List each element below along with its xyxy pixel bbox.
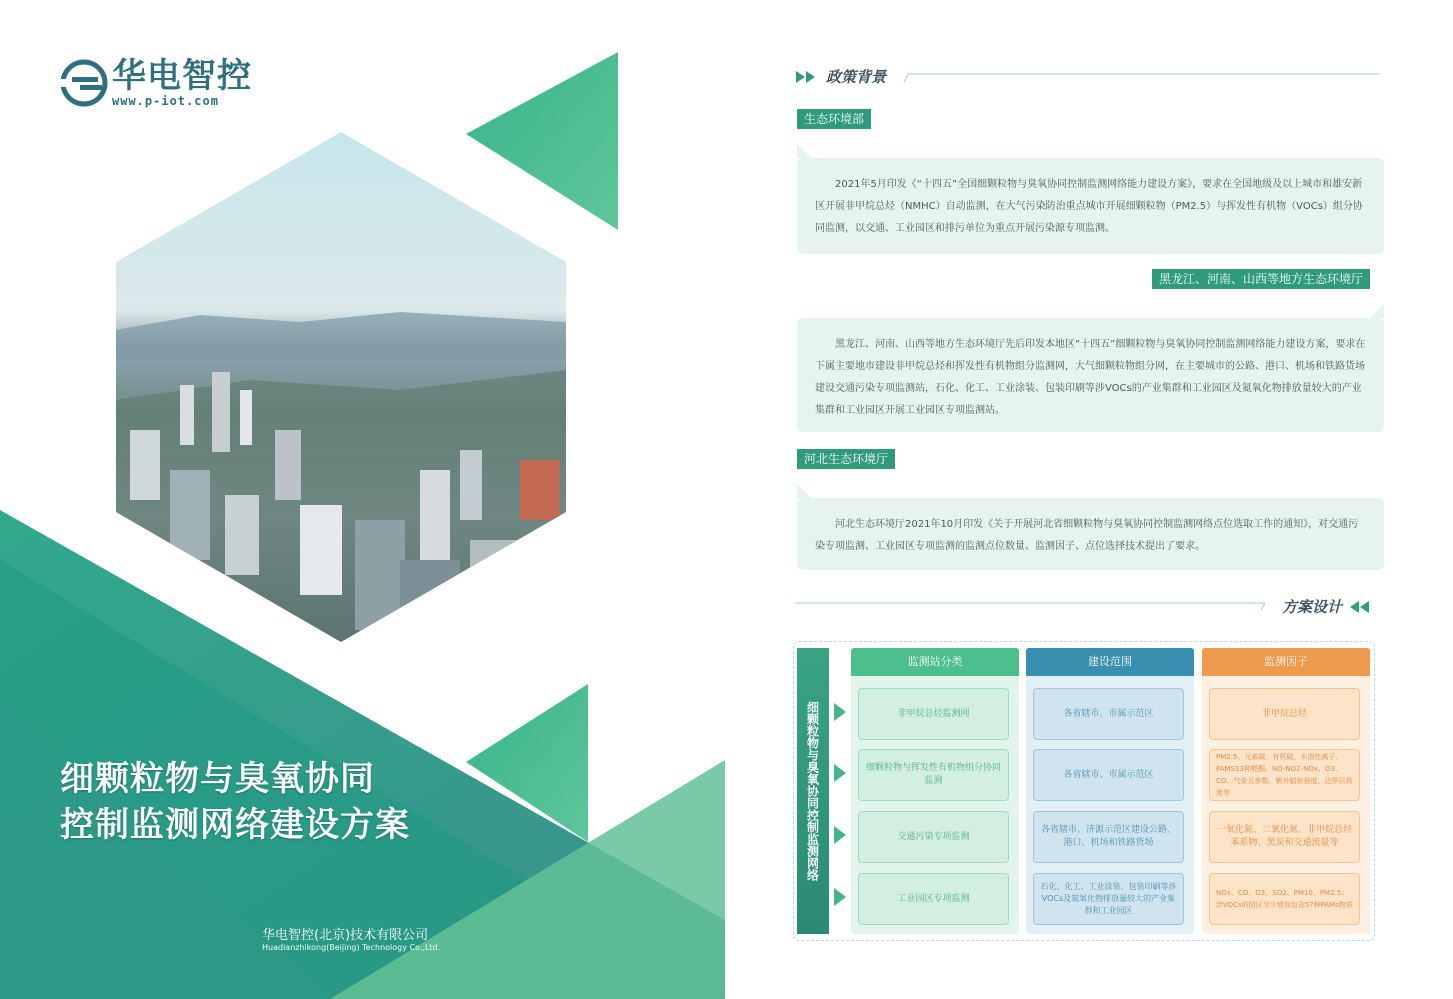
column-header: 监测因子 bbox=[1202, 648, 1370, 676]
cover-title bbox=[60, 756, 410, 848]
policy-tag-ministry: 生态环境部 bbox=[797, 109, 871, 129]
city-skyline-image bbox=[116, 132, 566, 642]
arrow-right-icon bbox=[834, 703, 846, 721]
cover-decoration bbox=[0, 0, 725, 999]
plan-section-rule bbox=[793, 598, 1273, 612]
policy-text-ministry: 2021年5月印发《“十四五”全国细颗粒物与臭氧协同控制监测网络能力建设方案》，要求在全国地级及以上城市和雄安新区开展非甲烷总烃（NMHC）自动监测，在大气污染防治重点城市开展细颗粒物（PM2.5）与挥发性有机物（VOCs）组分协同监测，以交通、工业园区和排污单位为重点开展污染源专项监测。 bbox=[797, 158, 1384, 254]
arrow-right-icon bbox=[834, 826, 846, 844]
policy-section-rule bbox=[900, 70, 1382, 84]
table-cell: 各省辖市、济源示范区建设公路、港口、机场和铁路货场 bbox=[1033, 811, 1184, 863]
plan-column-monitoring-factors bbox=[1202, 648, 1370, 934]
policy-tag-hebei: 河北生态环境厅 bbox=[797, 449, 895, 469]
table-cell: NOx、CO、O3、SO2、PM10、PM2.5；涉VOCs的园区至少增加包含57种PAMs物质 bbox=[1209, 873, 1360, 925]
column-header: 建设范围 bbox=[1026, 648, 1194, 676]
cover-title-line2: 控制监测网络建设方案 bbox=[60, 805, 410, 845]
company-name-en: Huadianzhikong(Beijing) Technology Co.,Ltd. bbox=[262, 943, 441, 952]
policy-text-hebei: 河北生态环境厅2021年10月印发《关于开展河北省细颗粒物与臭氧协同控制监测网络点位选取工作的通知》，对交通污染专项监测、工业园区专项监测的监测点位数量、监测因子、点位选择技术提出了要求。 bbox=[797, 498, 1384, 570]
plan-network-label: 细颗粒物与臭氧协同控制监测网络 bbox=[797, 648, 829, 934]
brand-logo bbox=[60, 58, 252, 108]
brand-logo-icon bbox=[60, 59, 108, 107]
table-cell: PM2.5、元素碳、有机碳、水溶性离子、PAMS13种醛酮、NO-NO2-NOx、O3、CO、气象五参数、紫外辐射强度、边界层高度等 bbox=[1209, 749, 1360, 801]
brand-name: 华电智控 bbox=[112, 56, 252, 96]
arrow-right-icon bbox=[834, 764, 846, 782]
table-cell: 细颗粒物与挥发性有机物组分协同监测 bbox=[858, 749, 1009, 801]
plan-section-title: 方案设计 bbox=[1282, 598, 1343, 616]
table-cell: 石化、化工、工业涂装、包装印刷等涉VOCs及氮氧化物排放量较大的产业集群和工业园区 bbox=[1033, 873, 1184, 925]
column-header: 监测站分类 bbox=[851, 648, 1019, 676]
table-cell: 非甲烷总烃监测网 bbox=[858, 688, 1009, 740]
table-cell: 工业园区专项监测 bbox=[858, 873, 1009, 925]
table-cell: 各省辖市、市属示范区 bbox=[1033, 688, 1184, 740]
policy-text-provinces: 黑龙江、河南、山西等地方生态环境厅先后印发本地区“十四五”细颗粒物与臭氧协同控制监测网络能力建设方案，要求在下属主要地市建设非甲烷总烃和挥发性有机物组分监测网，大气细颗粒物组分网，在主要城市的公路、港口、机场和铁路货场建设交通污染专项监测站，石化、化工、工业涂装、包装印刷等涉VOCs的产业集群和工业园区及氮氧化物排放量较大的产业集群和工业园区开展工业园区专项监测站。 bbox=[797, 318, 1384, 432]
table-cell: 交通污染专项监测 bbox=[858, 811, 1009, 863]
plan-column-construction-scope bbox=[1026, 648, 1194, 934]
plan-column-station-types bbox=[851, 648, 1019, 934]
cover-page bbox=[0, 0, 725, 999]
cover-title-line1: 细颗粒物与臭氧协同 bbox=[60, 759, 375, 799]
plan-section-header bbox=[1282, 596, 1372, 617]
policy-tag-provinces: 黑龙江、河南、山西等地方生态环境厅 bbox=[1152, 269, 1370, 289]
table-cell: 非甲烷总烃 bbox=[1209, 688, 1360, 740]
policy-section-header bbox=[796, 66, 886, 87]
double-arrow-left-icon bbox=[1350, 600, 1372, 614]
arrow-right-icon bbox=[834, 888, 846, 906]
brand-url: www.p-iot.com bbox=[112, 94, 219, 108]
table-cell: 各省辖市、市属示范区 bbox=[1033, 749, 1184, 801]
policy-section-title: 政策背景 bbox=[826, 68, 887, 86]
table-cell: 一氧化氮、二氧化氮、非甲烷总烃苯系物、黑炭和交通流量等 bbox=[1209, 811, 1360, 863]
double-arrow-right-icon bbox=[796, 70, 818, 84]
company-name-cn: 华电智控(北京)技术有限公司 bbox=[262, 928, 429, 943]
